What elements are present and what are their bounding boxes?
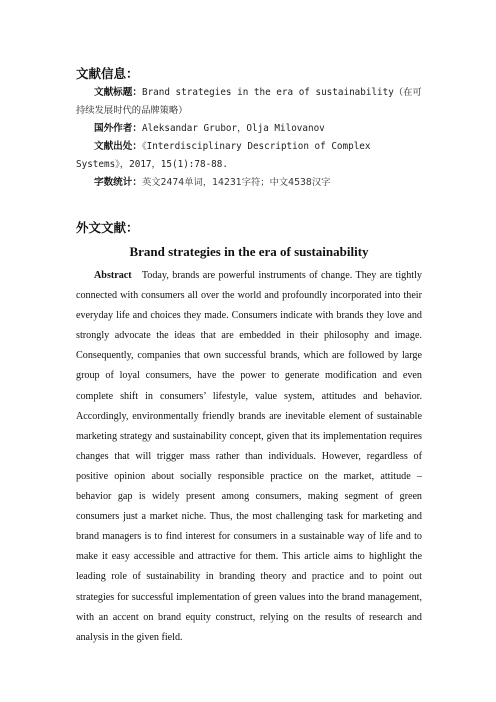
- meta-wordcount-line: [76, 174, 422, 192]
- meta-wordcount-value: 英文2474单词，14231字符；中文4538汉字: [141, 177, 331, 188]
- meta-title-label: 文献标题：: [94, 87, 142, 98]
- meta-source-value: 《Interdisciplinary Description of Complex Systems》，2017，15(1):78-88.: [76, 141, 371, 170]
- meta-source-label: 文献出处：: [94, 141, 142, 152]
- foreign-heading: 外文文献：: [76, 220, 139, 235]
- abstract-label: Abstract: [94, 270, 132, 281]
- meta-title-line: [76, 84, 422, 120]
- meta-authors-label: 国外作者：: [94, 123, 142, 134]
- abstract-paragraph: [76, 266, 422, 648]
- meta-authors-line: [76, 120, 422, 138]
- info-heading: 文献信息：: [76, 66, 139, 81]
- metadata-block: [76, 84, 422, 192]
- meta-source-line: [76, 138, 422, 174]
- meta-title-value: Brand strategies in the era of sustainability（在可持续发展时代的品牌策略）: [76, 87, 422, 116]
- abstract-text: Today, brands are powerful instruments of change. They are tightly connected with consumers all over the world and profoundly incorporated into their everyday life and choices they made. Consumers indicate with brands they love and strongly advocate the ideas that are embedded in their philosophy and image. Consequently, companies that own successful brands, which are followed by large group of loyal consumers, have the power to generate modification and even complete shift in consumers’ lifestyle, value system, attitudes and behavior. Accordingly, environmentally friendly brands are inevitable element of sustainable marketing strategy and sustainability concept, given that its implementation requires changes that will trigger mass rather than individuals. However, regardless of positive opinion about socially responsible practice on the market, attitude – behavior gap is widely present among consumers, making segment of green consumers just a market niche. Thus, the most challenging task for marketing and brand managers is to find interest for consumers in a sustainable way of life and to make it easy accessible and attractive for them. This article aims to highlight the leading role of sustainability in branding theory and practice and to point out strategies for successful implementation of green values into the brand management, with an accent on brand equity construct, relying on the results of research and analysis in the given field.: [76, 270, 422, 643]
- meta-wordcount-label: 字数统计：: [94, 177, 142, 188]
- article-title: Brand strategies in the era of sustainability: [129, 244, 369, 259]
- meta-authors-value: Aleksandar Grubor，Olja Milovanov: [141, 123, 325, 134]
